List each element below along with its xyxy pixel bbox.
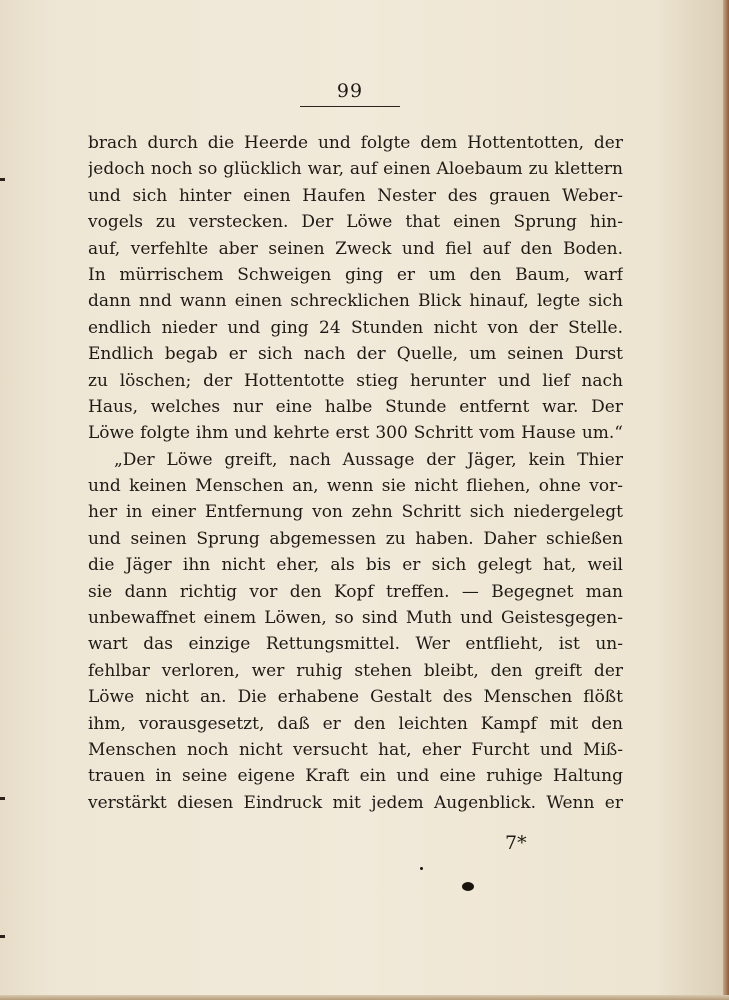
text-line: fehlbar verloren, wer ruhig stehen bleibt, den greift der (88, 660, 623, 681)
text-line: brach durch die Heerde und folgte dem Hottentotten, der (88, 133, 623, 153)
text-line: Haus, welches nur eine halbe Stunde entfernt war. Der (88, 396, 623, 417)
text-line: die Jäger ihn nicht eher, als bis er sich gelegt hat, weil (88, 555, 623, 576)
text-line: auf, verfehlte aber seinen Zweck und fiel auf den Boden. (88, 238, 623, 259)
text-line: Löwe folgte ihm und kehrte erst 300 Schritt vom Hause um.“ (88, 423, 623, 444)
text-line: und keinen Menschen an, wenn sie nicht fliehen, ohne vor- (88, 476, 623, 497)
text-line: zu löschen; der Hottentotte stieg herunter und lief nach (88, 370, 623, 391)
text-line: In mürrischem Schweigen ging er um den Baum, warf (88, 264, 623, 285)
ink-blot (462, 882, 474, 891)
text-line: jedoch noch so glücklich war, auf einen Aloebaum zu klettern (88, 159, 623, 180)
header-rule (300, 106, 400, 107)
text-line-paragraph-start: „Der Löwe greift, nach Aussage der Jäger, kein Thier (114, 449, 623, 470)
text-line: sie dann richtig vor den Kopf treffen. — Begegnet man (88, 581, 623, 602)
text-line: Endlich begab er sich nach der Quelle, um seinen Durst (88, 344, 623, 365)
text-line: her in einer Entfernung von zehn Schritt sich niedergelegt (88, 502, 623, 523)
binding-mark (0, 935, 5, 938)
text-line: Menschen noch nicht versucht hat, eher Furcht und Miß- (88, 739, 623, 760)
text-line: und sich hinter einen Haufen Nester des grauen Weber- (88, 185, 623, 206)
text-line: trauen in seine eigene Kraft ein und eine ruhige Haltung (88, 766, 623, 787)
text-line: dann nnd wann einen schrecklichen Blick hinauf, legte sich (88, 291, 623, 312)
text-line: unbewaffnet einem Löwen, so sind Muth und Geistesgegen- (88, 608, 623, 629)
text-line: und seinen Sprung abgemessen zu haben. Daher schießen (88, 528, 623, 549)
text-line: endlich nieder und ging 24 Stunden nicht von der Stelle. (88, 317, 623, 338)
text-line: verstärkt diesen Eindruck mit jedem Augenblick. Wenn er (88, 792, 623, 813)
binding-mark (0, 178, 5, 181)
body-text (88, 130, 623, 816)
page-edge-bottom (0, 995, 729, 1000)
text-line: wart das einzige Rettungsmittel. Wer entflieht, ist un- (88, 634, 623, 655)
binding-mark (0, 797, 5, 800)
text-line: Löwe nicht an. Die erhabene Gestalt des Menschen flößt (88, 687, 623, 708)
text-line: vogels zu verstecken. Der Löwe that einen Sprung hin- (88, 212, 623, 233)
text-line: ihm, vorausgesetzt, daß er den leichten Kampf mit den (88, 713, 623, 734)
page-number: 99 (336, 80, 364, 102)
signature-mark: 7* (505, 832, 527, 854)
ink-speck (420, 867, 423, 870)
page-edge-right (723, 0, 729, 1000)
